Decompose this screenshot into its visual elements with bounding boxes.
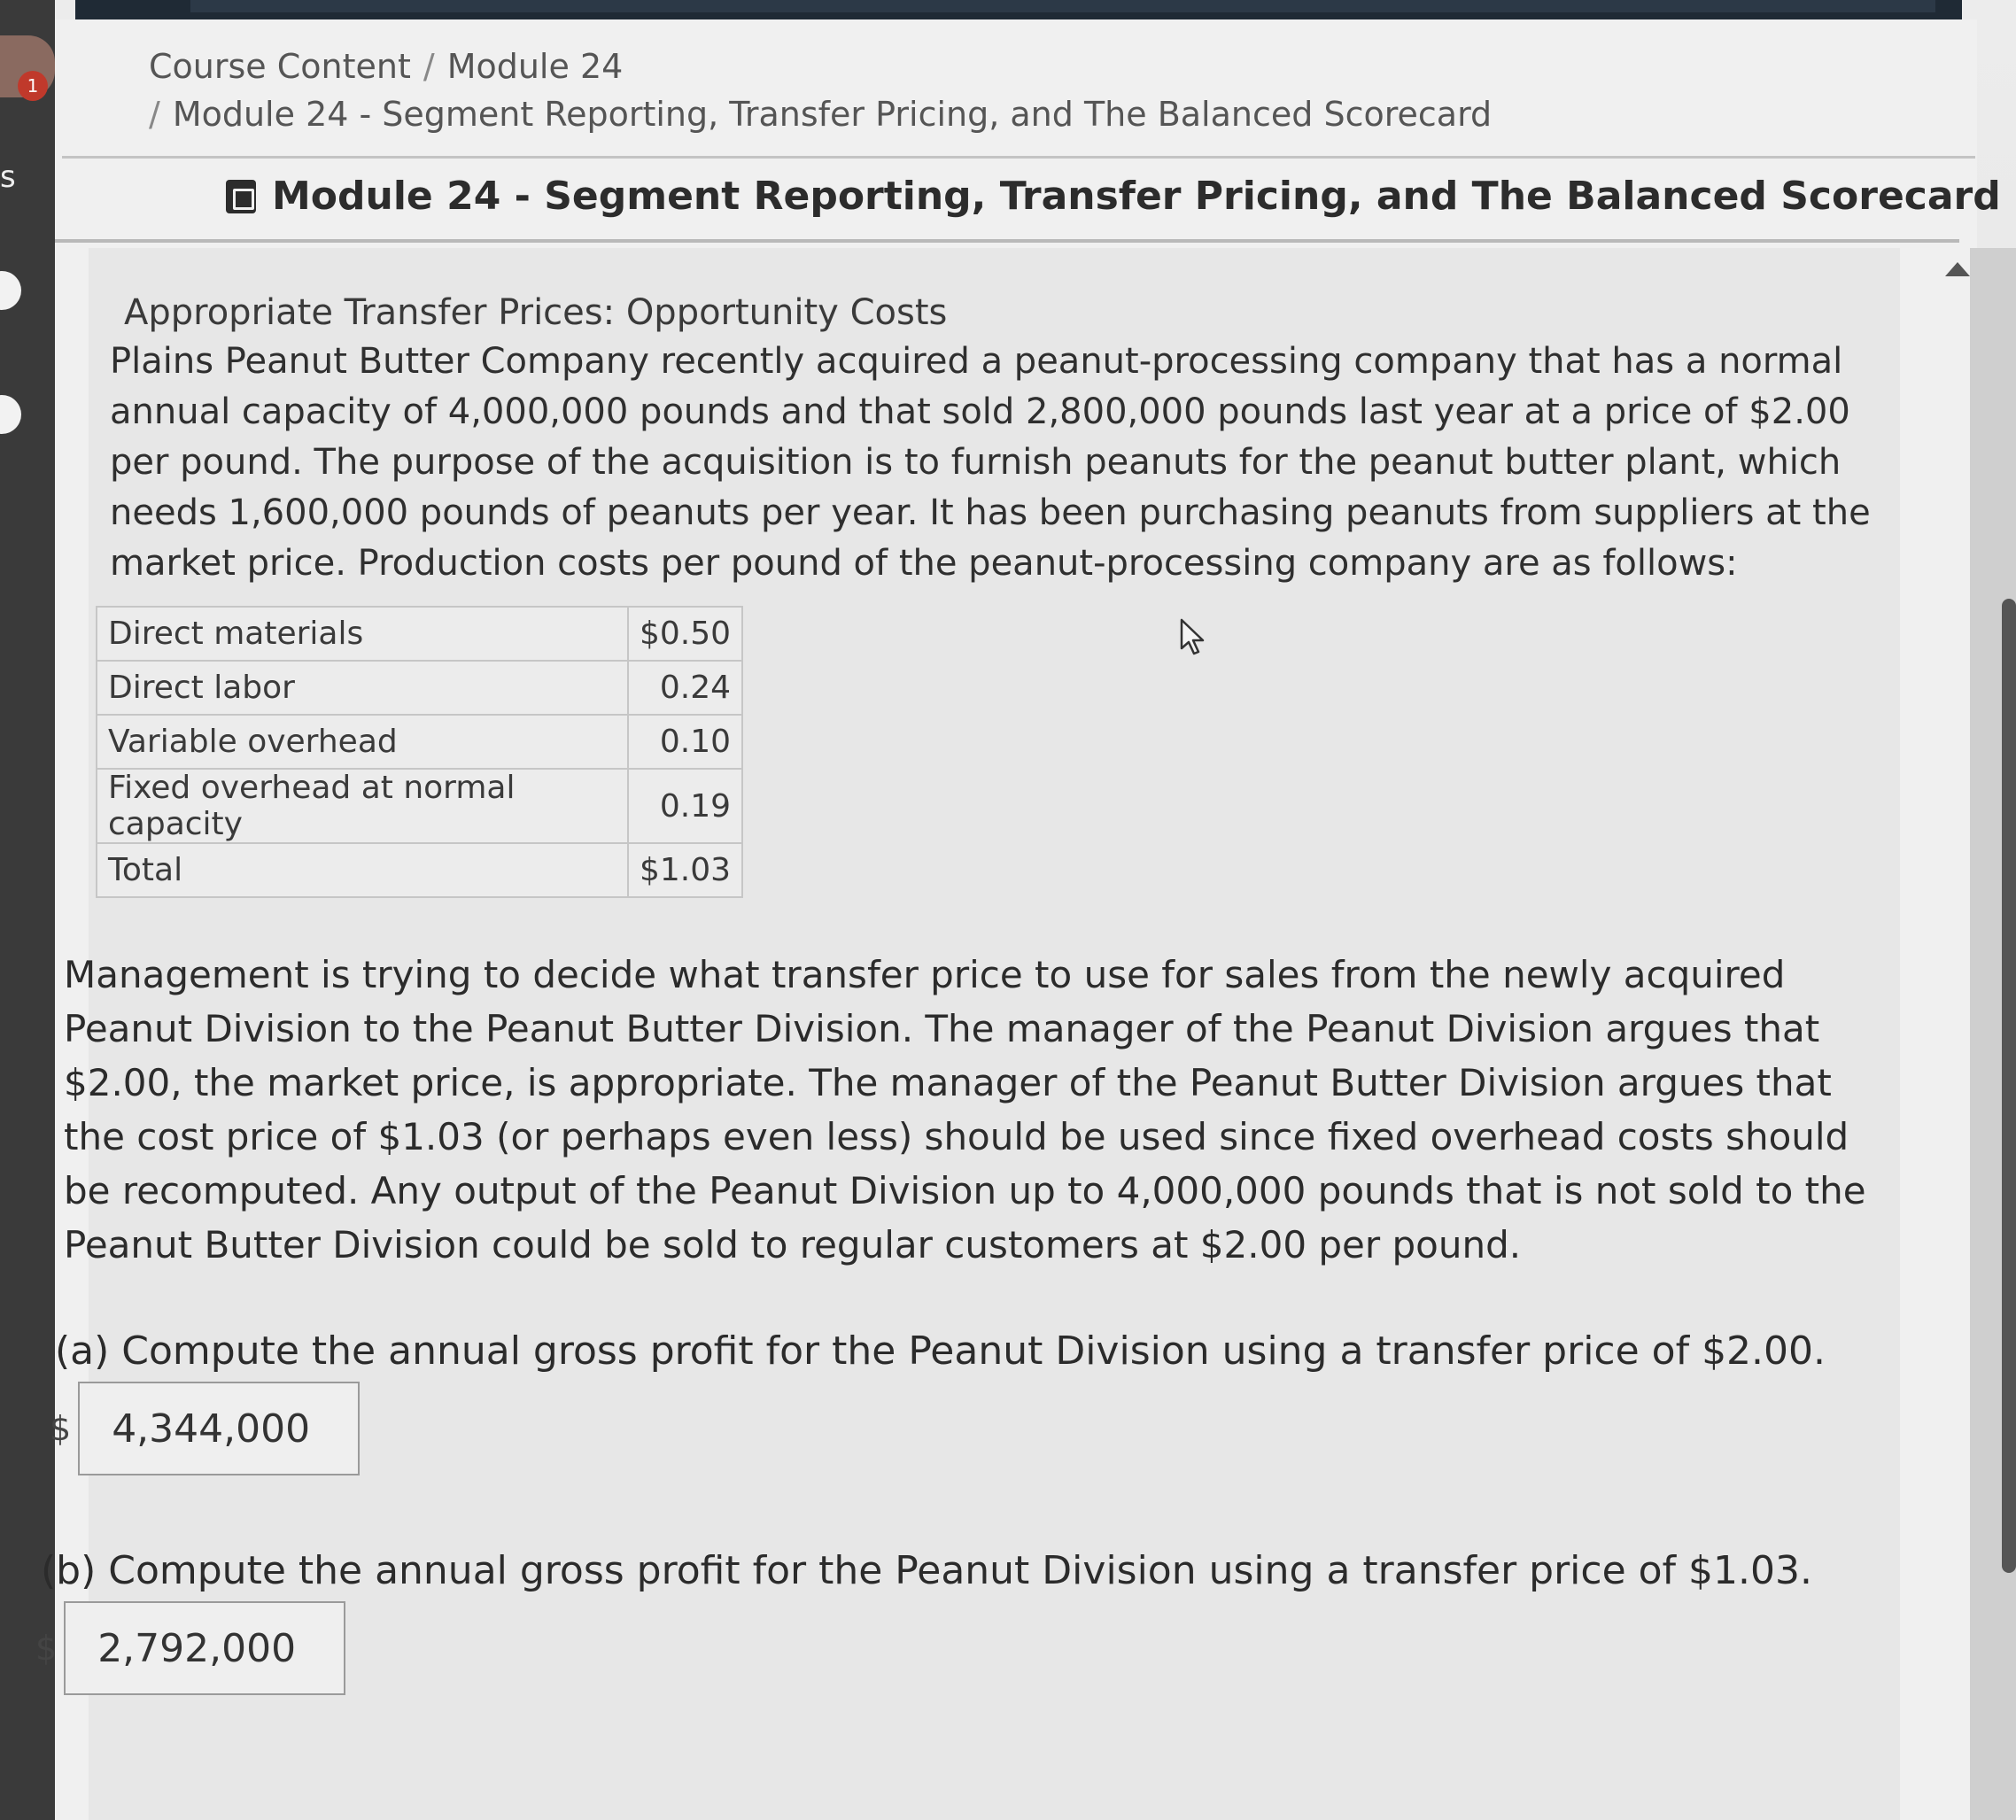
- cost-amount: $1.03: [628, 843, 742, 897]
- breadcrumb-current: Module 24 - Segment Reporting, Transfer Pricing, and The Balanced Scorecard: [172, 95, 1493, 134]
- cost-table: [96, 606, 743, 898]
- top-bar: [75, 0, 1962, 19]
- page-title: [226, 174, 2001, 219]
- table-row: [97, 769, 742, 843]
- table-row: [97, 607, 742, 661]
- table-row: [97, 843, 742, 897]
- breadcrumb-module[interactable]: Module 24: [446, 47, 624, 86]
- table-row: [97, 715, 742, 769]
- cost-amount: 0.19: [628, 769, 742, 843]
- rail-nav-icon[interactable]: [0, 395, 21, 434]
- scroll-up-arrow-icon[interactable]: [1945, 262, 1970, 276]
- problem-title: Appropriate Transfer Prices: Opportunity Costs: [124, 292, 948, 333]
- title-divider: [55, 239, 1959, 243]
- breadcrumb-course-content[interactable]: Course Content: [149, 47, 411, 86]
- cost-label: Fixed overhead at normal capacity: [97, 769, 628, 843]
- rail-label[interactable]: s: [0, 159, 16, 195]
- table-row: [97, 661, 742, 715]
- cost-amount: 0.10: [628, 715, 742, 769]
- header-divider: [62, 156, 1975, 159]
- cost-label: Total: [97, 843, 628, 897]
- mouse-pointer-icon: [1178, 618, 1213, 662]
- answer-a-input[interactable]: 4,344,000: [78, 1382, 360, 1475]
- cost-label: Variable overhead: [97, 715, 628, 769]
- answer-b-row: [35, 1601, 345, 1695]
- top-bar-inner: [190, 0, 1935, 12]
- breadcrumb-separator: /: [423, 47, 435, 86]
- breadcrumb-separator: /: [149, 95, 160, 134]
- problem-intro: Plains Peanut Butter Company recently acquired a peanut-processing company that has a normal annual capacity of 4,000,000 pounds and that sold 2,800,000 pounds last year at a price of $2.00 per pound. The purpose of the acquisition is to furnish peanuts for the peanut butter plant, which needs 1,600,000 pounds of peanuts per year. It has been purchasing peanuts from suppliers at the market price. Production costs per pound of the peanut-processing company are as follows:: [110, 341, 1871, 584]
- notification-badge[interactable]: 1: [18, 71, 48, 101]
- currency-symbol: $: [50, 1409, 72, 1448]
- left-navigation-rail: [0, 0, 58, 1820]
- rail-nav-icon[interactable]: [0, 271, 21, 310]
- document-icon: [226, 180, 256, 213]
- cost-amount: $0.50: [628, 607, 742, 661]
- question-a: (a) Compute the annual gross profit for the Peanut Division using a transfer price of $2.00.: [55, 1328, 1826, 1374]
- answer-b-input[interactable]: 2,792,000: [64, 1601, 345, 1695]
- page-title-text: Module 24 - Segment Reporting, Transfer Pricing, and The Balanced Scorecard: [272, 174, 2001, 219]
- breadcrumb: [149, 43, 1492, 138]
- scrollbar-thumb[interactable]: [2002, 599, 2016, 1573]
- answer-a-row: [50, 1382, 360, 1475]
- cost-label: Direct labor: [97, 661, 628, 715]
- question-b: (b) Compute the annual gross profit for the Peanut Division using a transfer price of $1.03.: [41, 1548, 1812, 1593]
- cost-amount: 0.24: [628, 661, 742, 715]
- management-text: Management is trying to decide what transfer price to use for sales from the newly acquired Peanut Division to the Peanut Butter Division. The manager of the Peanut Division argues that $2.00, the market price, is appropriate. The manager of the Peanut Butter Division argues that the cost price of $1.03 (or perhaps even less) should be used since fixed overhead costs should be recomputed. Any output of the Peanut Division up to 4,000,000 pounds that is not sold to the Peanut Butter Division could be sold to regular customers at $2.00 per pound.: [64, 953, 1866, 1266]
- cost-label: Direct materials: [97, 607, 628, 661]
- currency-symbol: $: [35, 1629, 58, 1668]
